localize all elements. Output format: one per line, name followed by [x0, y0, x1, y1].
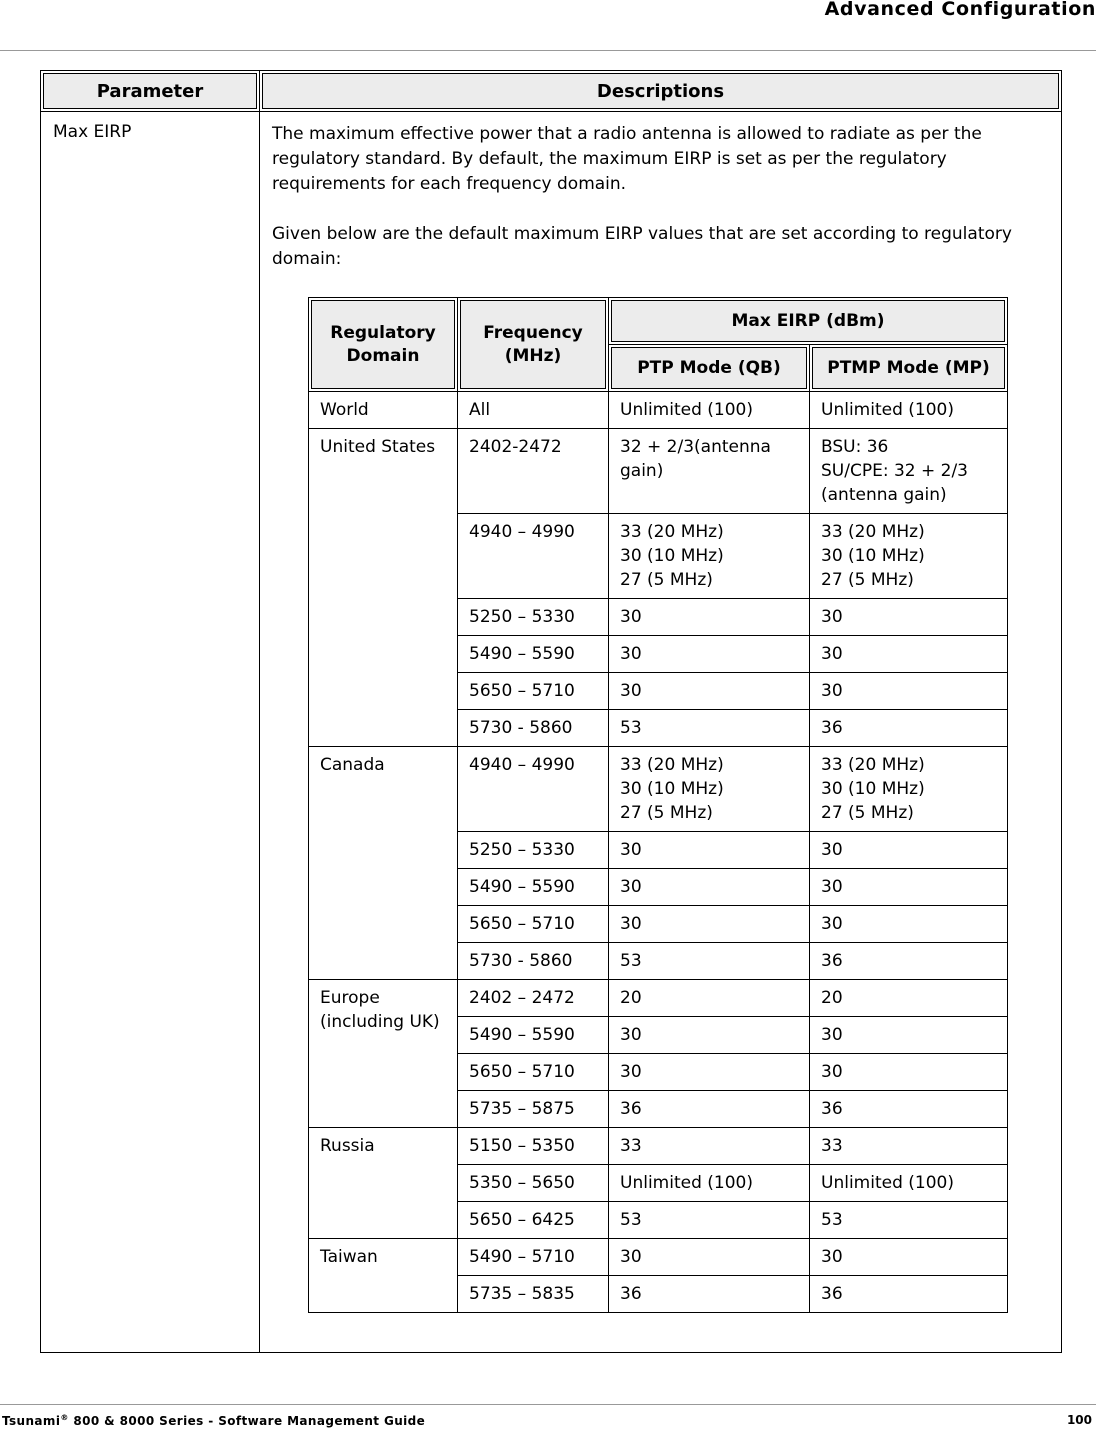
registered-mark: ®	[60, 1413, 69, 1422]
eirp-value: SU/CPE: 32 + 2/3 (antenna gain)	[821, 461, 968, 505]
eirp-value: Unlimited (100)	[620, 400, 753, 420]
ptmp-eirp-cell	[810, 1054, 1008, 1091]
eirp-value: 53	[821, 1210, 843, 1230]
ptp-eirp-cell	[609, 943, 810, 980]
parameter-table	[40, 70, 1062, 1353]
eirp-value: 27 (5 MHz)	[620, 803, 713, 823]
eirp-value: 53	[620, 1210, 642, 1230]
frequency-cell: 5490 – 5590	[458, 636, 609, 673]
eirp-value: 30 (10 MHz)	[821, 779, 925, 799]
eirp-value: 30	[620, 1247, 642, 1267]
frequency-cell: 5650 – 5710	[458, 906, 609, 943]
eirp-value: 53	[620, 951, 642, 971]
eirp-value: 36	[821, 1284, 843, 1304]
ptp-eirp-cell	[609, 906, 810, 943]
ptmp-eirp-cell	[810, 636, 1008, 673]
ptp-eirp-cell	[609, 1091, 810, 1128]
ptmp-eirp-cell	[810, 1202, 1008, 1239]
eirp-value: 36	[620, 1099, 642, 1119]
eirp-value: BSU: 36	[821, 437, 889, 457]
frequency-cell: 5350 – 5650	[458, 1165, 609, 1202]
eirp-value: 30	[821, 681, 843, 701]
page-number: 100	[1066, 1413, 1092, 1427]
table-row	[309, 392, 1008, 429]
eirp-value: 30	[821, 840, 843, 860]
eirp-value: 33 (20 MHz)	[821, 755, 925, 775]
ptp-mode-header: PTP Mode (QB)	[609, 345, 810, 392]
eirp-value: 30	[620, 644, 642, 664]
parameter-description	[260, 112, 1062, 1353]
eirp-value: 30	[620, 681, 642, 701]
eirp-value: 27 (5 MHz)	[620, 570, 713, 590]
ptp-eirp-cell	[609, 747, 810, 832]
ptmp-eirp-cell	[810, 943, 1008, 980]
eirp-value: 36	[821, 951, 843, 971]
footer-brand: Tsunami	[2, 1414, 61, 1428]
frequency-cell: 5490 – 5710	[458, 1239, 609, 1276]
ptp-eirp-cell	[609, 1128, 810, 1165]
footer-divider	[0, 1404, 1096, 1405]
frequency-cell: 5250 – 5330	[458, 832, 609, 869]
footer-guide-name: 800 & 8000 Series - Software Management Guide	[68, 1414, 426, 1428]
ptmp-eirp-cell	[810, 906, 1008, 943]
eirp-value: 30	[620, 607, 642, 627]
frequency-cell: 5490 – 5590	[458, 1017, 609, 1054]
eirp-value: 30	[821, 607, 843, 627]
ptmp-mode-header: PTMP Mode (MP)	[810, 345, 1008, 392]
eirp-value: 20	[620, 988, 642, 1008]
eirp-value: 30 (10 MHz)	[620, 546, 724, 566]
ptmp-eirp-cell	[810, 1276, 1008, 1313]
regulatory-domain-cell: Europe (including UK)	[309, 980, 458, 1128]
eirp-value: 36	[821, 718, 843, 738]
frequency-cell: All	[458, 392, 609, 429]
max-eirp-header: Max EIRP (dBm)	[609, 298, 1008, 345]
ptmp-eirp-cell	[810, 514, 1008, 599]
ptmp-eirp-cell	[810, 832, 1008, 869]
ptmp-eirp-cell	[810, 980, 1008, 1017]
eirp-value: 33 (20 MHz)	[821, 522, 925, 542]
parameter-name: Max EIRP	[41, 112, 260, 1353]
eirp-value: 30	[821, 1247, 843, 1267]
eirp-value: 27 (5 MHz)	[821, 803, 914, 823]
eirp-value: 20	[821, 988, 843, 1008]
ptmp-eirp-cell	[810, 710, 1008, 747]
ptmp-eirp-cell	[810, 599, 1008, 636]
ptp-eirp-cell	[609, 710, 810, 747]
ptmp-eirp-cell	[810, 429, 1008, 514]
ptp-eirp-cell	[609, 980, 810, 1017]
frequency-cell: 5735 – 5835	[458, 1276, 609, 1313]
ptp-eirp-cell	[609, 1276, 810, 1313]
eirp-value: 32 + 2/3(antenna gain)	[620, 437, 771, 481]
ptmp-eirp-cell	[810, 747, 1008, 832]
description-paragraph: The maximum effective power that a radio antenna is allowed to radiate as per the regulatory standard. By default, the maximum EIRP is set as per the regulatory requirements for each frequency domain.	[272, 124, 982, 194]
frequency-cell: 2402-2472	[458, 429, 609, 514]
ptp-eirp-cell	[609, 1239, 810, 1276]
eirp-value: 33 (20 MHz)	[620, 522, 724, 542]
ptmp-eirp-cell	[810, 869, 1008, 906]
regulatory-domain-cell: United States	[309, 429, 458, 747]
ptp-eirp-cell	[609, 1054, 810, 1091]
eirp-table-body	[309, 392, 1008, 1313]
eirp-value: 30	[620, 914, 642, 934]
frequency-column-header: Frequency (MHz)	[458, 298, 609, 392]
eirp-value: Unlimited (100)	[821, 400, 954, 420]
frequency-cell: 5730 - 5860	[458, 710, 609, 747]
eirp-value: 30	[821, 644, 843, 664]
frequency-cell: 5650 – 5710	[458, 673, 609, 710]
ptp-eirp-cell	[609, 673, 810, 710]
table-row	[309, 429, 1008, 514]
table-row	[309, 747, 1008, 832]
ptmp-eirp-cell	[810, 392, 1008, 429]
eirp-value: 33	[821, 1136, 843, 1156]
frequency-cell: 5650 – 5710	[458, 1054, 609, 1091]
ptmp-eirp-cell	[810, 1128, 1008, 1165]
ptp-eirp-cell	[609, 599, 810, 636]
eirp-value: 30	[821, 1025, 843, 1045]
ptp-eirp-cell	[609, 514, 810, 599]
frequency-cell: 5730 - 5860	[458, 943, 609, 980]
frequency-cell: 5650 – 6425	[458, 1202, 609, 1239]
ptmp-eirp-cell	[810, 1165, 1008, 1202]
table-row	[309, 980, 1008, 1017]
eirp-value: 30	[620, 877, 642, 897]
frequency-cell: 5735 – 5875	[458, 1091, 609, 1128]
page-header-title: Advanced Configuration	[824, 0, 1096, 20]
eirp-value: 36	[620, 1284, 642, 1304]
eirp-table	[308, 297, 1008, 1313]
ptp-eirp-cell	[609, 392, 810, 429]
eirp-value: 30 (10 MHz)	[620, 779, 724, 799]
eirp-value: 30	[620, 1025, 642, 1045]
eirp-value: 53	[620, 718, 642, 738]
ptp-eirp-cell	[609, 832, 810, 869]
ptmp-eirp-cell	[810, 1239, 1008, 1276]
frequency-cell: 2402 – 2472	[458, 980, 609, 1017]
eirp-value: 30	[620, 1062, 642, 1082]
ptp-eirp-cell	[609, 636, 810, 673]
eirp-value: 36	[821, 1099, 843, 1119]
eirp-value: 30	[620, 840, 642, 860]
eirp-value: 30	[821, 914, 843, 934]
regulatory-domain-cell: Canada	[309, 747, 458, 980]
eirp-value: 30	[821, 1062, 843, 1082]
ptmp-eirp-cell	[810, 1017, 1008, 1054]
ptp-eirp-cell	[609, 1017, 810, 1054]
descriptions-column-header: Descriptions	[260, 71, 1062, 112]
eirp-value: Unlimited (100)	[620, 1173, 753, 1193]
ptp-eirp-cell	[609, 1165, 810, 1202]
frequency-cell: 4940 – 4990	[458, 514, 609, 599]
eirp-value: 30 (10 MHz)	[821, 546, 925, 566]
parameter-column-header: Parameter	[41, 71, 260, 112]
eirp-value: 30	[821, 877, 843, 897]
eirp-value: 27 (5 MHz)	[821, 570, 914, 590]
frequency-cell: 5150 – 5350	[458, 1128, 609, 1165]
ptmp-eirp-cell	[810, 673, 1008, 710]
ptp-eirp-cell	[609, 429, 810, 514]
ptp-eirp-cell	[609, 1202, 810, 1239]
frequency-cell: 4940 – 4990	[458, 747, 609, 832]
domain-column-header: Regulatory Domain	[309, 298, 458, 392]
eirp-value: 33	[620, 1136, 642, 1156]
frequency-cell: 5250 – 5330	[458, 599, 609, 636]
table-row	[309, 1239, 1008, 1276]
header-divider	[0, 50, 1096, 51]
footer-title	[2, 1413, 425, 1428]
ptp-eirp-cell	[609, 869, 810, 906]
regulatory-domain-cell: Russia	[309, 1128, 458, 1239]
regulatory-domain-cell: World	[309, 392, 458, 429]
regulatory-domain-cell: Taiwan	[309, 1239, 458, 1313]
eirp-value: Unlimited (100)	[821, 1173, 954, 1193]
table-row	[309, 1128, 1008, 1165]
description-paragraph: Given below are the default maximum EIRP values that are set according to regulatory domain:	[272, 224, 1012, 269]
ptmp-eirp-cell	[810, 1091, 1008, 1128]
frequency-cell: 5490 – 5590	[458, 869, 609, 906]
eirp-value: 33 (20 MHz)	[620, 755, 724, 775]
